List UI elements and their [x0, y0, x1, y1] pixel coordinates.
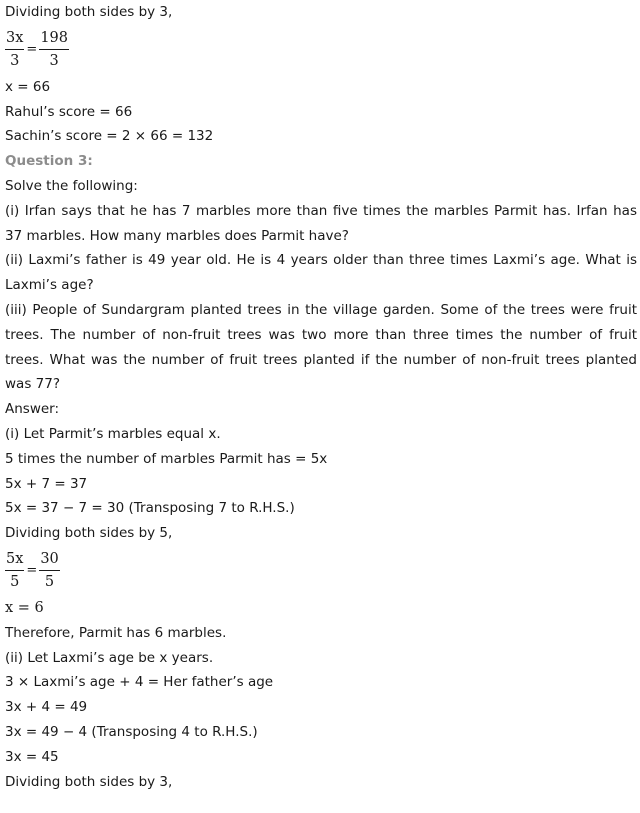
text-line: (i) Let Parmit’s marbles equal x. — [5, 425, 221, 442]
text-line: 3x = 49 − 4 (Transposing 4 to R.H.S.) — [5, 723, 258, 740]
fraction — [5, 550, 24, 591]
text-line: Dividing both sides by 3, — [5, 773, 173, 790]
answer-label: Answer: — [5, 401, 60, 418]
question-part-ii: (ii) Laxmi’s father is 49 year old. He is 4 years older than three times Laxmi’s age. What is Laxmi’s age? — [5, 252, 637, 294]
numerator: 5x — [5, 550, 24, 571]
text-line: Therefore, Parmit has 6 marbles. — [5, 624, 227, 641]
numerator: 30 — [39, 550, 59, 571]
fraction — [39, 29, 69, 70]
question-part-iii: (iii) People of Sundargram planted trees in the village garden. Some of the trees were fruit trees. The number of non-fruit trees was two more than three times the number of fruit trees. What was the number of fruit trees planted if the number of non-fruit trees planted was 77? — [5, 301, 637, 393]
denominator: 3 — [49, 53, 59, 70]
denominator: 5 — [10, 574, 20, 591]
question-heading: Question 3: — [5, 153, 93, 170]
text-line: Dividing both sides by 3, — [5, 4, 173, 20]
fraction-equation — [5, 546, 60, 596]
text-line: Sachin’s score = 2 × 66 = 132 — [5, 128, 214, 145]
solution-document — [5, 0, 637, 794]
denominator: 3 — [10, 53, 20, 70]
text-line: 3 × Laxmi’s age + 4 = Her father’s age — [5, 674, 274, 691]
text-line: 3x = 45 — [5, 748, 59, 765]
denominator: 5 — [44, 574, 55, 591]
fraction — [5, 29, 24, 70]
numerator: 3x — [5, 29, 24, 50]
text-line: Solve the following: — [5, 177, 138, 194]
text-line: x = 66 — [5, 78, 51, 95]
equals-sign: = — [26, 563, 38, 579]
numerator: 198 — [39, 29, 69, 50]
equals-sign: = — [26, 42, 38, 58]
text-line: x = 6 — [5, 599, 44, 616]
text-line: 5x = 37 − 7 = 30 (Transposing 7 to R.H.S.) — [5, 500, 295, 517]
text-line: 5x + 7 = 37 — [5, 475, 88, 492]
question-part-i: (i) Irfan says that he has 7 marbles more than five times the marbles Parmit has. Irfan has 37 marbles. How many marbles does Parmit have? — [5, 202, 637, 244]
fraction-equation — [5, 25, 69, 75]
text-line: 5 times the number of marbles Parmit has = 5x — [5, 450, 328, 467]
text-line: 3x + 4 = 49 — [5, 699, 88, 716]
text-line: Dividing both sides by 5, — [5, 525, 173, 542]
text-line: Rahul’s score = 66 — [5, 103, 133, 120]
text-line: (ii) Let Laxmi’s age be x years. — [5, 649, 214, 666]
fraction — [39, 550, 59, 591]
